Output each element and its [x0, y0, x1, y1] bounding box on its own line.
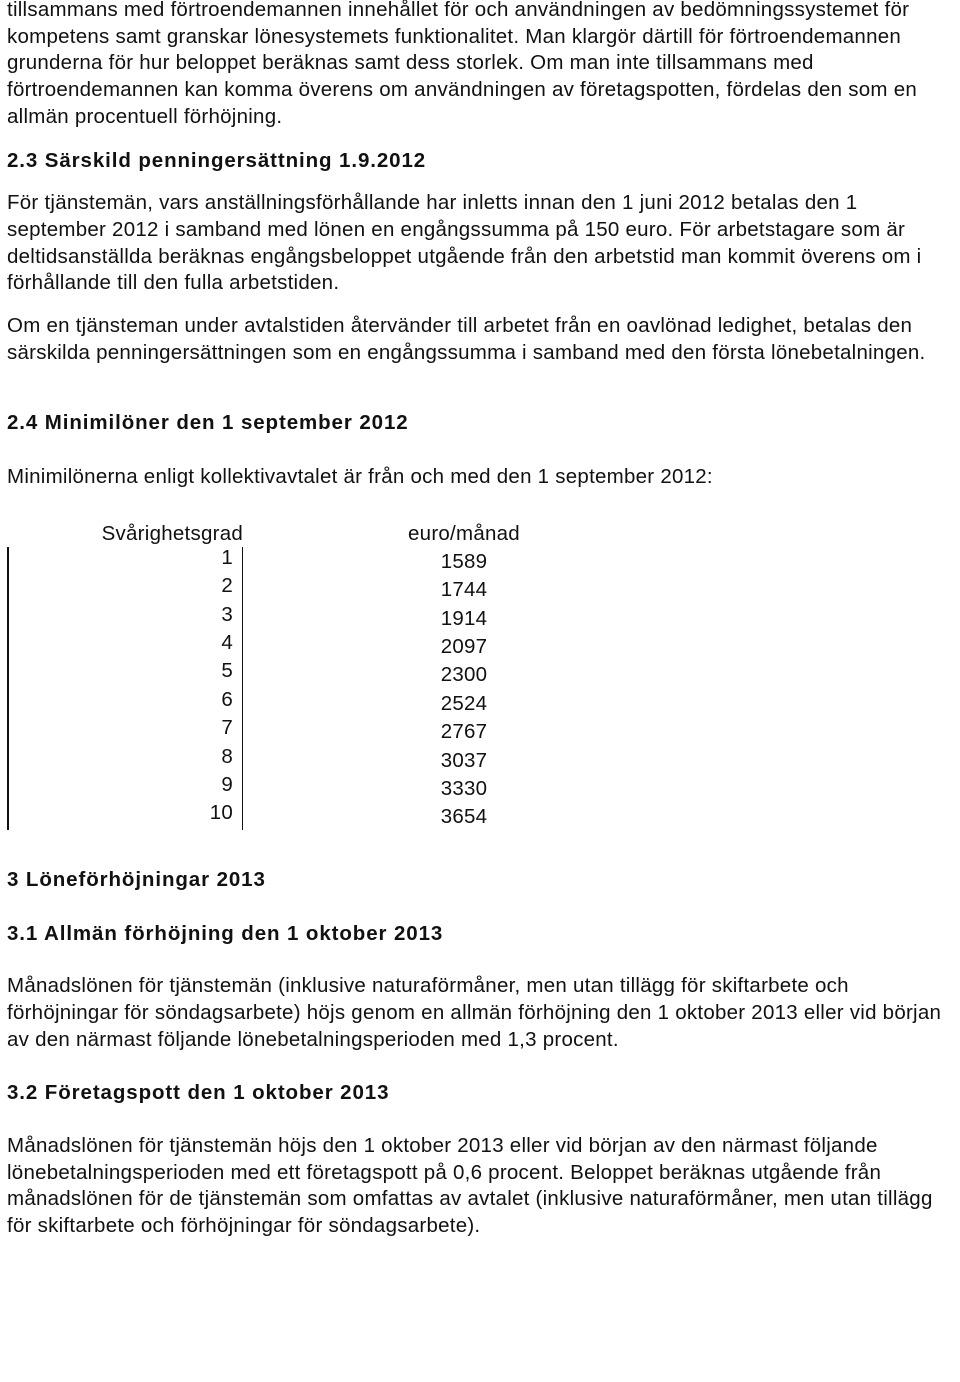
- table-cell-euro: 1589: [440, 549, 488, 573]
- section-3-1-heading: 3.1 Allmän förhöjning den 1 oktober 2013: [7, 921, 444, 945]
- table-row: [7, 604, 532, 632]
- section-2-4-paragraph: Minimilönerna enligt kollektivavtalet är från och med den 1 september 2012:: [7, 465, 713, 489]
- section-2-3-heading: 2.3 Särskild penningersättning 1.9.2012: [7, 148, 427, 172]
- table-row: [7, 746, 532, 774]
- table-cell-grade: 3: [221, 602, 233, 626]
- table-cell-euro: 1914: [440, 606, 488, 630]
- table-cell-euro: 3654: [440, 805, 488, 829]
- table-cell-euro: 2300: [440, 663, 488, 687]
- section-3-1-paragraph: Månadslönen för tjänstemän (inklusive naturaförmåner, men utan tillägg för skiftarbete och förhöjningar för söndagsarbete) höjs genom en allmän förhöjning den 1 oktober 2013 eller vid början av den närmast följande lönebetalningsperioden med 1,3 procent.: [7, 974, 942, 1051]
- table-row: [7, 774, 532, 802]
- table-cell-grade: 1: [221, 545, 233, 569]
- table-cell-euro: 2767: [440, 720, 488, 744]
- table-row: [7, 547, 532, 575]
- section-3-2-paragraph: Månadslönen för tjänstemän höjs den 1 oktober 2013 eller vid början av den närmast följande lönebetalningsperioden med ett företagspott på 0,6 procent. Beloppet beräknas utgående från månadslönen för de tjänstemän som omfattas av avtalet (inklusive naturaförmåner, men utan tillägg för skiftarbete och förhöjningar för söndagsarbete).: [7, 1134, 933, 1238]
- table-cell-grade: 4: [221, 631, 233, 655]
- table-header-grade: Svårighetsgrad: [101, 521, 243, 545]
- table-row: [7, 632, 532, 660]
- table-header-euro: euro/månad: [408, 521, 520, 545]
- table-cell-euro: 1744: [440, 578, 488, 602]
- table-cell-euro: 2524: [440, 691, 488, 715]
- section-2-3-paragraph-1: För tjänstemän, vars anställningsförhållande har inletts innan den 1 juni 2012 betalas den 1 september 2012 i samband med lönen en engångssumma på 150 euro. För arbetstagare som är deltidsanställda beräknas engångsbeloppet utgående från den arbetstid man kommit överens om i förhållande till den fulla arbetstiden.: [7, 191, 922, 295]
- table-row: [7, 802, 532, 830]
- table-cell-grade: 5: [221, 659, 233, 683]
- table-rows: [7, 547, 532, 831]
- table-row: [7, 660, 532, 688]
- table-cell-euro: 3330: [440, 776, 488, 800]
- table-row: [7, 717, 532, 745]
- table-cell-euro: 3037: [440, 748, 488, 772]
- section-3-2-heading: 3.2 Företagspott den 1 oktober 2013: [7, 1081, 390, 1105]
- table-cell-grade: 9: [221, 772, 233, 796]
- table-cell-grade: 10: [209, 801, 233, 825]
- section-3-heading: 3 Löneförhöjningar 2013: [7, 867, 266, 891]
- table-cell-grade: 8: [221, 744, 233, 768]
- table-row: [7, 689, 532, 717]
- table-cell-grade: 7: [221, 716, 233, 740]
- intro-paragraph: tillsammans med förtroendemannen innehållet för och användningen av bedömningssystemet för kompetens samt granskar lönesystemets funktionalitet. Man klargör därtill för förtroendemannen grunderna för hur beloppet beräknas samt dess storlek. Om man inte tillsammans med förtroendemannen kan komma överens om användningen av företagspotten, fördelas den som en allmän procentuell förhöjning.: [7, 0, 917, 128]
- table-cell-grade: 2: [221, 574, 233, 598]
- section-2-3-paragraph-2: Om en tjänsteman under avtalstiden återvänder till arbetet från en oavlönad ledighet, betalas den särskilda penningersättningen som en engångssumma i samband med den första lönebetalningen.: [7, 314, 926, 364]
- table-row: [7, 575, 532, 603]
- document-page: [7, 0, 957, 1240]
- table-cell-euro: 2097: [440, 635, 488, 659]
- section-2-4-heading: 2.4 Minimilöner den 1 september 2012: [7, 411, 409, 435]
- table-cell-grade: 6: [221, 687, 233, 711]
- minimum-wage-table: [7, 521, 957, 839]
